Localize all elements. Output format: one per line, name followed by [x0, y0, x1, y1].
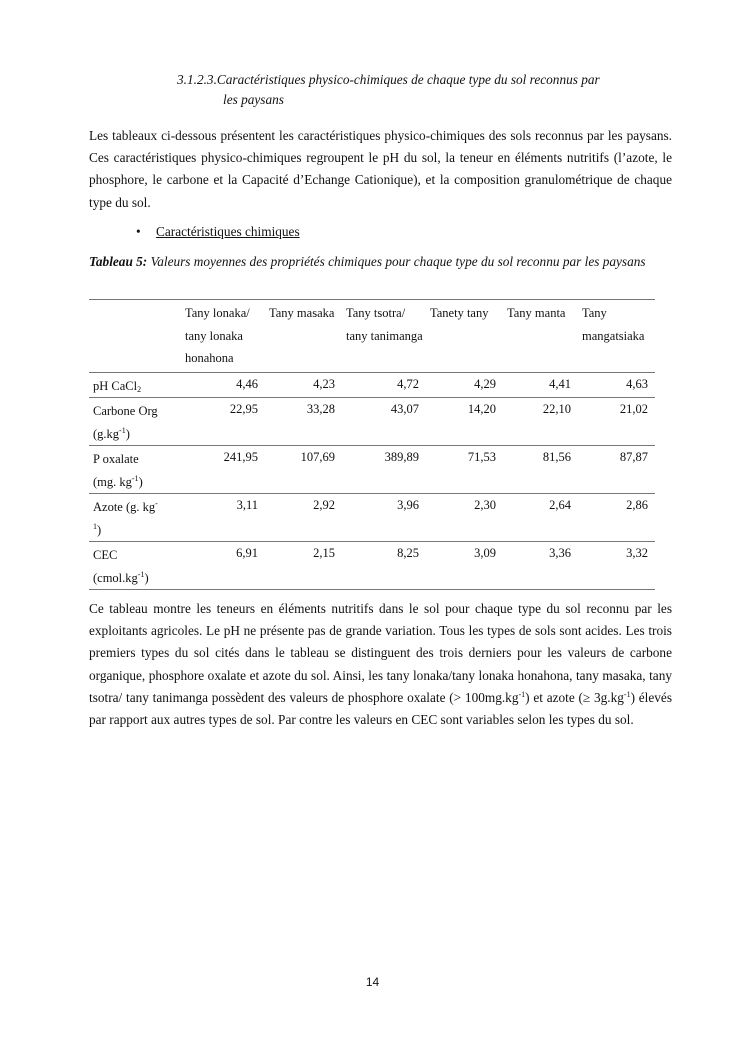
bullet-text: Caractéristiques chimiques — [156, 224, 300, 239]
table-caption-text: Valeurs moyennes des propriétés chimiques pour chaque type du sol reconnu par les paysans — [147, 254, 646, 269]
intro-paragraph: Les tableaux ci-dessous présentent les caractéristiques physico-chimiques des sols reconnus par les paysans. Ces caractéristiques physico-chimiques regroupent le pH du sol, la teneur en éléments nutritifs (l’azote, le phosphore, le carbone et la Capacité d’Echange Cationique), et la composition granulométrique de chaque type du sol. — [89, 128, 672, 210]
table-header-cell: Tany mangatsiaka — [578, 300, 655, 373]
table-cell: 81,56 — [503, 446, 578, 494]
table-cell: 3,32 — [578, 542, 655, 590]
table-header-cell: Tany tsotra/ tany tanimanga — [342, 300, 426, 373]
page-number: 14 — [365, 975, 380, 989]
table-cell: 4,41 — [503, 372, 578, 398]
table-cell: 107,69 — [265, 446, 342, 494]
row-label: Azote (g. kg- $^1$) — [89, 494, 181, 542]
table-cell: 14,20 — [426, 398, 503, 446]
table-cell: 2,86 — [578, 494, 655, 542]
table-row — [89, 398, 655, 446]
section-heading-line1: 3.1.2.3.Caractéristiques physico-chimiques de chaque type du sol reconnus par — [177, 72, 600, 87]
table-cell: 2,92 — [265, 494, 342, 542]
table-caption — [89, 253, 672, 271]
table-cell: 2,30 — [426, 494, 503, 542]
table-caption-label: Tableau 5: — [89, 254, 148, 269]
table-cell: 22,10 — [503, 398, 578, 446]
chemical-properties-table — [89, 299, 655, 590]
table-cell: 241,95 — [181, 446, 265, 494]
table-header-cell: Tany lonaka/ tany lonaka honahona — [181, 300, 265, 373]
table-row — [89, 372, 655, 398]
table-cell: 3,36 — [503, 542, 578, 590]
row-label: pH CaCl$_2$ — [89, 372, 181, 398]
table-cell: 3,11 — [181, 494, 265, 542]
table-cell: 4,63 — [578, 372, 655, 398]
table-header-cell: Tany manta — [503, 300, 578, 373]
table-header-cell: Tany masaka — [265, 300, 342, 373]
table-cell: 8,25 — [342, 542, 426, 590]
row-label: Carbone Org $(g.kg^{-1})$ — [89, 398, 181, 446]
table-cell: 4,46 — [181, 372, 265, 398]
bullet-glyph: • — [136, 224, 141, 239]
table-cell: 2,15 — [265, 542, 342, 590]
table-cell: 3,09 — [426, 542, 503, 590]
table-cell: 22,95 — [181, 398, 265, 446]
row-label: P oxalate (mg. $kg^{-1}$) — [89, 446, 181, 494]
table-cell: 71,53 — [426, 446, 503, 494]
table-cell: 21,02 — [578, 398, 655, 446]
table-row — [89, 542, 655, 590]
table-cell: 2,64 — [503, 494, 578, 542]
bullet-item — [136, 222, 300, 242]
row-label: CEC $(cmol.kg^{-1})$ — [89, 542, 181, 590]
table-cell: 389,89 — [342, 446, 426, 494]
table-cell: 4,23 — [265, 372, 342, 398]
table-row — [89, 494, 655, 542]
table-cell: 3,96 — [342, 494, 426, 542]
section-heading — [177, 70, 667, 110]
table-cell: 33,28 — [265, 398, 342, 446]
table-cell: 43,07 — [342, 398, 426, 446]
table-header-cell — [89, 300, 181, 373]
table-header-cell: Tanety tany — [426, 300, 503, 373]
table-header-row — [89, 300, 655, 373]
table-cell: 87,87 — [578, 446, 655, 494]
table-cell: 6,91 — [181, 542, 265, 590]
table-cell: 4,72 — [342, 372, 426, 398]
table-cell: 4,29 — [426, 372, 503, 398]
section-heading-line2: les paysans — [223, 92, 284, 107]
analysis-paragraph: Ce tableau montre les teneurs en éléments nutritifs dans le sol pour chaque type du sol reconnu par les exploitants agricoles. Le pH ne présente pas de grande variation. Tous les types de sols sont acides. Les trois premiers types du sol cités dans le tableau se distinguent des trois derniers pour les valeurs de carbone organique, phosphore oxalate et azote du sol. Ainsi, les tany lonaka/tany lonaka honahona, tany masaka, tany tsotra/ tany tanimanga possèdent des valeurs de phosphore oxalate (> $100mg.kg^{-1}$) et azote (≥ $3g.kg^{-1}$) élevés par rapport aux autres types de sol. Par contre les valeurs en CEC sont variables selon les types du sol. — [89, 601, 673, 728]
table-row — [89, 446, 655, 494]
